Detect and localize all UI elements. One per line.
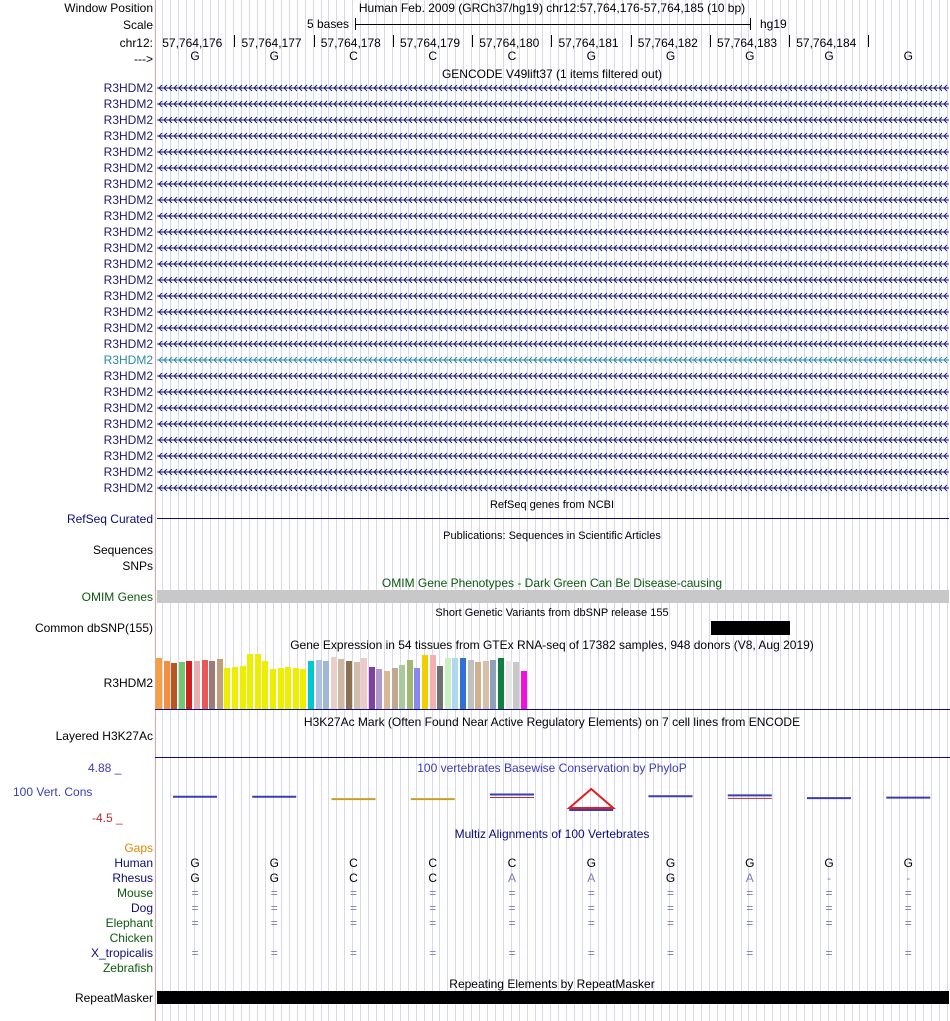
h3k27ac-baseline [155,757,950,758]
gencode-transcript-line[interactable] [157,258,949,270]
gtex-tissue-bar[interactable] [338,659,344,709]
multiz-base: = [349,886,357,900]
coord-tick [472,35,473,47]
gtex-tissue-bar[interactable] [369,667,375,709]
multiz-base: = [825,886,833,900]
omim-track-title[interactable]: OMIM Gene Phenotypes - Dark Green Can Be Disease-causing [381,576,723,590]
gtex-tissue-bar[interactable] [224,668,230,709]
multiz-species-label[interactable]: Chicken [109,931,153,945]
gencode-transcript-line[interactable] [157,274,949,286]
gtex-tissue-bar[interactable] [255,654,261,709]
multiz-base: = [508,886,516,900]
multiz-base: = [904,886,912,900]
gencode-transcript-line[interactable] [157,146,949,158]
chromosome-label: chr12: [119,36,153,50]
strand-arrows [157,245,949,251]
gtex-tissue-bar[interactable] [437,666,443,709]
multiz-base: C [428,856,438,870]
multiz-base: = [825,946,833,960]
gtex-tissue-bar[interactable] [475,662,481,709]
coord-label: 57,764,178 [320,36,381,50]
gencode-transcript-line[interactable] [157,162,949,174]
gtex-tissue-bar[interactable] [354,662,360,709]
strand-arrows [157,197,949,203]
multiz-base: = [666,916,674,930]
base-letter[interactable]: G [745,49,755,63]
omim-gene-bar[interactable] [157,590,949,603]
multiz-base: = [429,901,437,915]
gencode-transcript-line[interactable] [157,226,949,238]
coord-label: 57,764,177 [241,36,302,50]
publications-sequences-label[interactable]: Sequences [92,543,153,557]
gtex-tissue-bar[interactable] [240,666,246,709]
multiz-base: = [191,886,199,900]
gencode-transcript-label[interactable]: R3HDM2 [103,193,153,207]
multiz-base: = [429,946,437,960]
gencode-transcript-line[interactable] [157,466,949,478]
gencode-transcript-label[interactable]: R3HDM2 [103,337,153,351]
strand-arrows [157,229,949,235]
gtex-tissue-bar[interactable] [498,658,504,709]
gencode-transcript-line[interactable] [157,450,949,462]
strand-arrows [157,437,949,443]
gtex-tissue-bar[interactable] [316,660,322,709]
gencode-transcript-line[interactable] [157,194,949,206]
gtex-tissue-bar[interactable] [156,658,162,709]
strand-arrows [157,325,949,331]
base-letter[interactable]: C [349,49,358,63]
gencode-transcript-label[interactable]: R3HDM2 [103,161,153,175]
multiz-base: A [745,871,754,885]
gtex-tissue-bar[interactable] [392,668,398,709]
gencode-transcript-line[interactable] [157,370,949,382]
multiz-base: = [508,916,516,930]
gencode-transcript-label[interactable]: R3HDM2 [103,257,153,271]
multiz-base: = [904,946,912,960]
h3k27ac-track-title[interactable]: H3K27Ac Mark (Often Found Near Active Regulatory Elements) on 7 cell lines from ENCODE [303,715,801,729]
gtex-tissue-bar[interactable] [506,661,512,709]
strand-arrows [157,133,949,139]
gtex-tissue-bar[interactable] [414,668,420,709]
gtex-tissue-bar[interactable] [278,668,284,709]
gencode-transcript-label[interactable]: R3HDM2 [103,449,153,463]
multiz-base: = [429,916,437,930]
multiz-base: = [904,901,912,915]
coord-tick [314,35,315,47]
multiz-base: C [349,856,358,870]
h3k27ac-label[interactable]: Layered H3K27Ac [55,729,153,743]
multiz-base: = [191,916,199,930]
multiz-base: = [587,916,595,930]
multiz-base: = [825,916,833,930]
gencode-transcript-line[interactable] [157,130,949,142]
multiz-base: = [270,901,278,915]
gtex-tissue-bar[interactable] [293,668,299,709]
refseq-label[interactable]: RefSeq Curated [66,512,153,526]
gtex-tissue-bar[interactable] [384,671,390,709]
coord-label: 57,764,176 [162,36,223,50]
gencode-transcript-line[interactable] [157,210,949,222]
gencode-transcript-line[interactable] [157,434,949,446]
multiz-species-label[interactable]: Zebrafish [102,961,153,975]
multiz-base: = [666,946,674,960]
coord-label: 57,764,182 [637,36,698,50]
scale-bar [355,24,751,25]
dbsnp-track-title[interactable]: Short Genetic Variants from dbSNP release 155 [435,607,669,619]
strand-arrows [157,453,949,459]
base-letter[interactable]: G [269,49,279,63]
strand-arrows [157,85,949,91]
strand-arrows [157,373,949,379]
gtex-tissue-bar[interactable] [285,667,291,709]
gtex-tissue-bar[interactable] [483,661,489,709]
refseq-gene-line[interactable] [157,518,949,519]
repeatmasker-label[interactable]: RepeatMasker [74,991,153,1005]
base-letter[interactable]: G [190,49,200,63]
gencode-transcript-label[interactable]: R3HDM2 [103,225,153,239]
gencode-transcript-line[interactable] [157,242,949,254]
multiz-base: G [269,856,279,870]
multiz-base: G [269,871,279,885]
strand-arrows [157,405,949,411]
gencode-transcript-label[interactable]: R3HDM2 [103,113,153,127]
multiz-base: = [270,946,278,960]
strand-arrows [157,357,949,363]
gencode-transcript-label[interactable]: R3HDM2 [103,369,153,383]
coord-label: 57,764,181 [558,36,619,50]
gtex-tissue-bar[interactable] [430,655,436,709]
gtex-tissue-bar[interactable] [445,658,451,709]
strand-arrows [157,469,949,475]
multiz-species-label[interactable]: Human [114,856,153,870]
multiz-base: = [587,901,595,915]
base-letter[interactable]: G [586,49,596,63]
multiz-base: = [746,916,754,930]
multiz-base: = [349,901,357,915]
gencode-transcript-line[interactable] [157,482,949,494]
strand-arrows [157,421,949,427]
phylop-min-label: -4.5 _ [92,811,123,825]
gencode-transcript-line[interactable] [157,418,949,430]
strand-arrows [157,149,949,155]
strand-arrows [157,165,949,171]
gencode-transcript-label[interactable]: R3HDM2 [103,305,153,319]
gtex-tissue-bar[interactable] [194,661,200,709]
gtex-track-title[interactable]: Gene Expression in 54 tissues from GTEx RNA-seq of 17382 samples, 948 donors (V8, Aug 2019) [290,638,814,652]
multiz-species-label[interactable]: Dog [130,901,153,915]
gtex-tissue-bar[interactable] [232,667,238,709]
publications-track-title[interactable]: Publications: Sequences in Scientific Articles [443,530,661,542]
gencode-transcript-line[interactable] [157,114,949,126]
coord-label: 57,764,180 [479,36,540,50]
assembly-position-text: Human Feb. 2009 (GRCh37/hg19) chr12:57,764,176-57,764,185 (10 bp) [358,1,746,15]
multiz-base: G [190,871,200,885]
strand-arrows [157,261,949,267]
repeatmasker-element-bar[interactable] [157,991,949,1004]
refseq-track-title[interactable]: RefSeq genes from NCBI [489,499,615,511]
gencode-transcript-label[interactable]: R3HDM2 [103,433,153,447]
gencode-transcript-label[interactable]: R3HDM2 [103,353,153,367]
gtex-tissue-bar[interactable] [323,661,329,709]
gencode-transcript-label[interactable]: R3HDM2 [103,273,153,287]
strand-arrows [157,309,949,315]
coord-tick [393,35,394,47]
multiz-species-label[interactable]: Rhesus [112,871,153,885]
coord-tick [789,35,790,47]
multiz-base: = [270,916,278,930]
strand-arrows [157,181,949,187]
multiz-base: G [586,856,596,870]
gtex-tissue-bar[interactable] [247,654,253,709]
multiz-base: G [665,856,676,870]
multiz-base: = [191,901,199,915]
gencode-transcript-label[interactable]: R3HDM2 [103,97,153,111]
gtex-tissue-bar[interactable] [186,661,192,709]
coord-tick [551,35,552,47]
gtex-tissue-bar[interactable] [399,665,405,709]
gtex-tissue-bar[interactable] [308,661,314,709]
multiz-base: = [746,946,754,960]
gtex-tissue-bar[interactable] [202,660,208,709]
strand-arrows [157,213,949,219]
gencode-transcript-label[interactable]: R3HDM2 [103,145,153,159]
scale-db-label: hg19 [760,17,787,31]
gencode-transcript-line[interactable] [157,290,949,302]
multiz-base: G [745,856,755,870]
gtex-tissue-bar[interactable] [209,661,215,709]
multiz-species-label[interactable]: X_tropicalis [90,946,153,960]
strand-arrows [157,101,949,107]
base-letter[interactable]: C [507,49,517,63]
multiz-base: G [190,856,200,870]
publications-snps-label[interactable]: SNPs [122,559,153,573]
gtex-tissue-bar[interactable] [217,659,223,709]
base-letter[interactable]: G [824,49,834,63]
gencode-transcript-label[interactable]: R3HDM2 [103,401,153,415]
omim-label[interactable]: OMIM Genes [81,590,153,604]
multiz-base: C [428,871,438,885]
gtex-tissue-bar[interactable] [361,658,367,709]
gencode-transcript-line[interactable] [157,306,949,318]
gencode-transcript-line[interactable] [157,402,949,414]
gencode-transcript-label[interactable]: R3HDM2 [103,129,153,143]
multiz-base: G [824,856,834,870]
gencode-transcript-line[interactable] [157,386,949,398]
coord-label: 57,764,184 [796,36,857,50]
strand-arrow-label: ---> [134,52,153,66]
multiz-base: G [665,871,676,885]
gencode-transcript-label[interactable]: R3HDM2 [103,81,153,95]
multiz-base: A [587,871,596,885]
multiz-gaps-label: Gaps [124,841,153,855]
gtex-tissue-bar[interactable] [460,658,466,709]
multiz-base: = [746,901,754,915]
repeatmasker-track-title[interactable]: Repeating Elements by RepeatMasker [449,977,655,991]
strand-arrows [157,341,949,347]
gencode-transcript-label[interactable]: R3HDM2 [103,241,153,255]
multiz-base: G [903,856,913,870]
gtex-tissue-bar[interactable] [262,661,268,709]
multiz-base: = [587,886,595,900]
coord-tick [710,35,711,47]
strand-arrows [157,293,949,299]
multiz-base: C [349,871,358,885]
gencode-transcript-label[interactable]: R3HDM2 [103,289,153,303]
coord-label: 57,764,179 [400,36,461,50]
multiz-track-title[interactable]: Multiz Alignments of 100 Vertebrates [454,827,650,841]
multiz-species-label[interactable]: Mouse [116,886,153,900]
multiz-base: = [349,946,357,960]
strand-arrows [157,389,949,395]
multiz-base: = [904,916,912,930]
multiz-base: = [349,916,357,930]
gtex-tissue-bar[interactable] [376,669,382,709]
gencode-transcript-label[interactable]: R3HDM2 [103,209,153,223]
gtex-tissue-bar[interactable] [179,662,185,709]
multiz-base: = [666,886,674,900]
gtex-tissue-bar[interactable] [468,660,474,709]
gtex-tissue-bar[interactable] [407,660,413,709]
gtex-tissue-bar[interactable] [521,671,527,709]
gtex-tissue-bar[interactable] [331,657,337,709]
gtex-tissue-bar[interactable] [513,662,519,709]
gencode-transcript-label[interactable]: R3HDM2 [103,481,153,495]
gtex-tissue-bar[interactable] [300,669,306,709]
gtex-tissue-bar[interactable] [270,669,276,709]
scale-text: 5 bases [306,17,350,31]
gtex-tissue-bar[interactable] [346,661,352,709]
gtex-label[interactable]: R3HDM2 [103,676,153,690]
gtex-baseline [155,709,950,710]
label-column-divider [155,0,156,1021]
multiz-base: = [666,901,674,915]
dbsnp-label[interactable]: Common dbSNP(155) [34,621,153,635]
strand-arrows [157,485,949,491]
multiz-base: A [507,871,516,885]
base-letter[interactable]: G [665,49,676,63]
phylop-max-label: 4.88 _ [88,761,122,775]
gencode-transcript-line[interactable] [157,354,949,366]
multiz-base: = [191,946,199,960]
gtex-tissue-bar[interactable] [164,661,170,709]
gencode-transcript-label[interactable]: R3HDM2 [103,321,153,335]
multiz-base: = [508,946,516,960]
gtex-tissue-bar[interactable] [171,663,177,709]
gencode-transcript-line[interactable] [157,178,949,190]
multiz-base: - [906,871,911,885]
gencode-transcript-label[interactable]: R3HDM2 [103,385,153,399]
gtex-tissue-bar[interactable] [422,655,428,709]
coord-tick [631,35,632,47]
gencode-transcript-line[interactable] [157,98,949,110]
coord-tick [868,35,869,47]
gtex-tissue-bar[interactable] [490,660,496,709]
strand-arrows [157,117,949,123]
scale-bar-right-cap [750,18,751,30]
window-position-label: Window Position [64,1,153,15]
gencode-transcript-line[interactable] [157,82,949,94]
coord-tick [234,35,235,47]
multiz-base: = [508,901,516,915]
multiz-base: C [507,856,517,870]
phylop-track-title[interactable]: 100 vertebrates Basewise Conservation by PhyloP [417,761,687,775]
gencode-transcript-label[interactable]: R3HDM2 [103,465,153,479]
multiz-base: = [270,886,278,900]
gtex-tissue-bar[interactable] [452,658,458,709]
multiz-base: = [825,901,833,915]
base-letter[interactable]: C [428,49,438,63]
multiz-base: = [587,946,595,960]
gencode-transcript-label[interactable]: R3HDM2 [103,177,153,191]
gencode-transcript-line[interactable] [157,338,949,350]
strand-arrows [157,277,949,283]
gencode-track-title[interactable]: GENCODE V49lift37 (1 items filtered out) [441,67,663,81]
multiz-base: = [429,886,437,900]
gencode-transcript-label[interactable]: R3HDM2 [103,417,153,431]
base-letter[interactable]: G [903,49,913,63]
scale-label: Scale [122,18,153,32]
gencode-transcript-line[interactable] [157,322,949,334]
dbsnp-variant-block[interactable] [711,621,790,635]
multiz-species-label[interactable]: Elephant [105,916,153,930]
multiz-base: = [746,886,754,900]
coord-label: 57,764,183 [717,36,778,50]
multiz-base: - [827,871,831,885]
phylop-label[interactable]: 100 Vert. Cons [13,785,93,799]
